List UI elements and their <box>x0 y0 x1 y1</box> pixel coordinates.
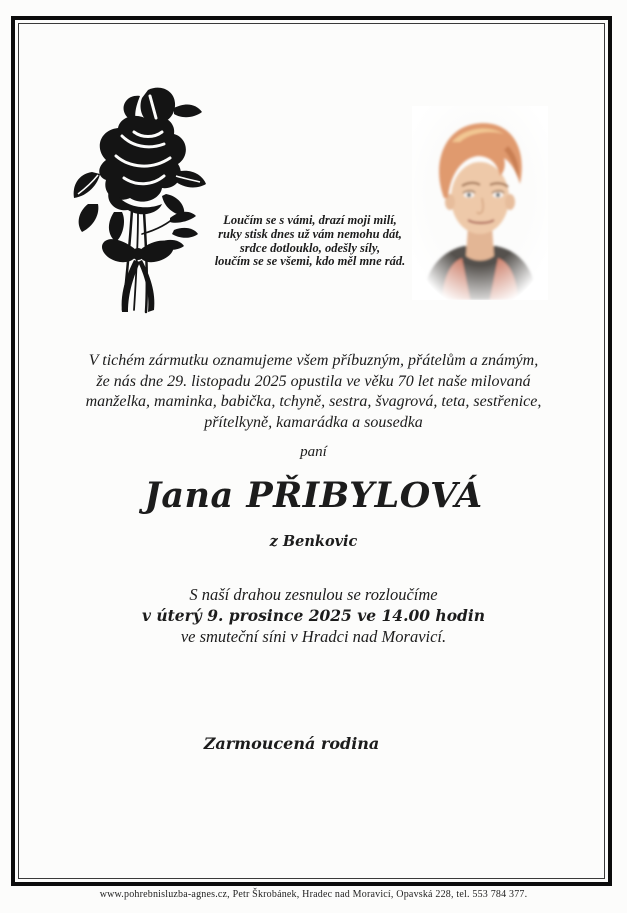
portrait-photo <box>412 106 548 300</box>
verse-line: loučím se se všemi, kdo měl mne rád. <box>214 254 406 269</box>
announcement-line: že nás dne 29. listopadu 2025 opustila ve věku 70 let naše milovaná <box>96 372 531 390</box>
announcement-line: V tichém zármutku oznamujeme všem příbuzným, přátelům a známým, <box>88 352 539 369</box>
rose-bouquet-icon <box>70 84 208 316</box>
funeral-details <box>0 584 627 647</box>
funeral-intro: S naší drahou zesnulou se rozloučíme <box>189 585 438 604</box>
announcement-line: manželka, maminka, babička, tchyně, sestra, švagrová, teta, sestřenice, <box>85 393 542 410</box>
announcement-text <box>0 351 627 433</box>
verse-line: srdce dotlouklo, odešly síly, <box>239 240 381 255</box>
deceased-name: Jana PŘIBYLOVÁ <box>144 475 483 516</box>
funeral-home-footer: www.pohrebnisluzba-agnes.cz, Petr Škrobánek, Hradec nad Moravicí, Opavská 228, tel. 553 784 377. <box>99 889 528 900</box>
farewell-verse <box>130 214 490 269</box>
funeral-datetime: v úterý 9. prosince 2025 ve 14.00 hodin <box>141 606 486 625</box>
funeral-place: ve smuteční síni v Hradci nad Moravicí. <box>180 627 447 646</box>
deceased-origin: z Benkovic <box>269 533 358 550</box>
verse-line: ruky stisk dnes už vám nemohu dát, <box>218 226 402 241</box>
announcement-line: přítelkyně, kamarádka a sousedka <box>204 413 423 431</box>
deceased-honorific: paní <box>300 444 327 460</box>
verse-line: Loučím se s vámi, drazí moji milí, <box>223 213 397 227</box>
closing-signature: Zarmoucená rodina <box>203 734 380 753</box>
